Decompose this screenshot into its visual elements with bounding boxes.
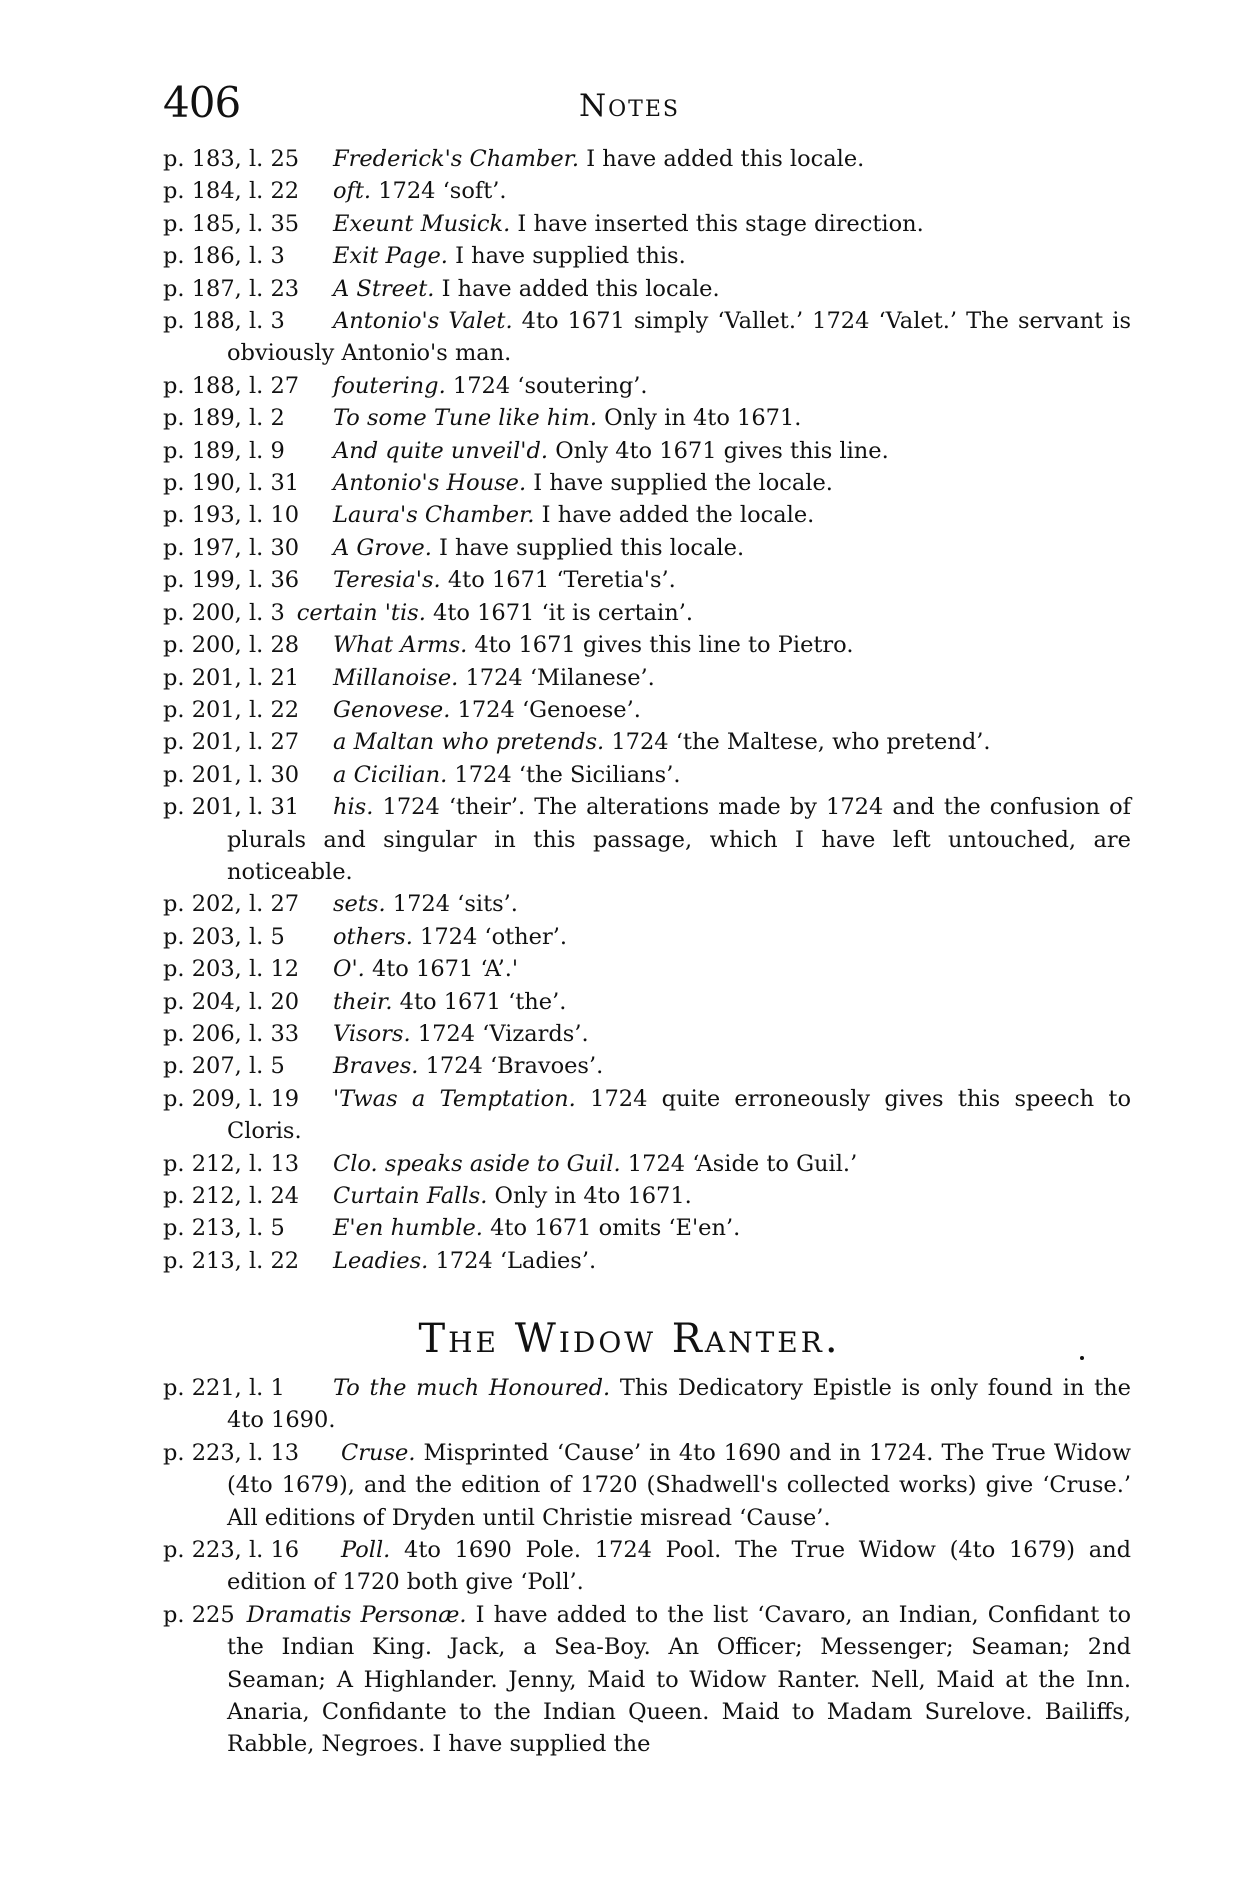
note-entry [163, 1212, 1131, 1244]
note-ref: p. 200, l. 3 [163, 599, 285, 626]
note-lemma: Antonio's House. [333, 470, 527, 497]
note-ref: p. 200, l. 28 [163, 632, 300, 659]
note-entry [163, 921, 1131, 953]
note-ref: p. 203, l. 12 [163, 956, 300, 983]
running-title: Notes [579, 88, 680, 124]
note-ref: p. 225 [163, 1601, 235, 1628]
note-entry [163, 953, 1131, 985]
note-ref: p. 184, l. 22 [163, 178, 300, 205]
note-ref: p. 201, l. 31 [163, 794, 300, 821]
note-text: I have added to the list ‘Cavaro, an Indian, Confidant to the Indian King. Jack, a Sea-Boy. An Officer; Messenger; Seaman; 2nd Seaman; A Highlander. Jenny, Maid to Widow Ranter. Nell, Maid at the Inn. Anaria, Confidante to the Indian Queen. Maid to Madam Surelove. Bailiffs, Rabble, Negroes. I have supplied the [227, 1601, 1131, 1758]
note-ref: p. 187, l. 23 [163, 275, 300, 302]
note-ref: p. 204, l. 20 [163, 988, 300, 1015]
note-entry [163, 305, 1131, 370]
note-ref: p. 190, l. 31 [163, 470, 300, 497]
note-lemma: Dramatis Personæ. [246, 1601, 467, 1628]
notes-list [163, 143, 1131, 1277]
note-lemma: Curtain Falls. [333, 1183, 488, 1209]
note-lemma: their. [333, 988, 393, 1015]
note-text: I have supplied the locale. [526, 470, 833, 497]
note-entry [163, 499, 1131, 531]
note-entry [163, 694, 1131, 726]
note-entry [163, 564, 1131, 596]
note-text: 4to 1671 simply ‘Vallet.’ 1724 ‘Valet.’ The servant is obviously Antonio's man. [227, 308, 1131, 367]
note-entry [163, 273, 1131, 305]
note-entry [163, 435, 1131, 467]
note-text: 1724 ‘Genoese’. [450, 696, 641, 723]
note-ref: p. 183, l. 25 [163, 146, 300, 172]
note-entry [163, 1083, 1131, 1148]
note-text: I have added the locale. [534, 502, 815, 529]
note-ref: p. 203, l. 5 [163, 923, 285, 950]
note-text: 4to 1671 ‘it is certain’. [425, 599, 694, 626]
note-lemma: Braves. [333, 1053, 419, 1080]
note-entry [163, 1245, 1131, 1277]
note-text: 4to 1690 Pole. 1724 Pool. The True Widow (4to 1679) and edition of 1720 both give ‘Poll’. [227, 1537, 1131, 1596]
note-ref: p. 223, l. 13 [163, 1439, 300, 1466]
page-number: 406 [163, 78, 241, 127]
note-lemma: To some Tune like him. [333, 405, 597, 432]
note-text: This Dedicatory Epistle is only found in the 4to 1690. [227, 1375, 1131, 1434]
note-lemma: Exeunt Musick. [333, 210, 511, 237]
note-entry [163, 1599, 1131, 1761]
note-ref: p. 212, l. 24 [163, 1183, 300, 1209]
note-text: Only in 4to 1671. [596, 405, 802, 432]
note-ref: p. 223, l. 16 [163, 1537, 300, 1564]
note-text: Only in 4to 1671. [487, 1183, 692, 1209]
note-ref: p. 206, l. 33 [163, 1020, 300, 1047]
note-entry [163, 791, 1131, 888]
note-ref: p. 188, l. 27 [163, 372, 300, 399]
note-entry [163, 175, 1131, 207]
note-entry [163, 629, 1131, 661]
note-entry [163, 402, 1131, 434]
note-entry [163, 467, 1131, 499]
note-text: 4to 1671 ‘Teretia's’. [440, 567, 676, 594]
note-text: 4to 1671 ‘A’.' [364, 956, 519, 983]
note-entry [163, 532, 1131, 564]
note-text: I have supplied this locale. [431, 534, 745, 561]
note-text: I have supplied this. [447, 243, 686, 270]
note-ref: p. 209, l. 19 [163, 1085, 300, 1112]
note-lemma: Exit Page. [333, 243, 448, 270]
note-lemma: Poll. [341, 1537, 391, 1564]
note-text: 1724 ‘Ladies’. [428, 1247, 597, 1274]
stray-mark [1080, 1356, 1084, 1360]
note-ref: p. 193, l. 10 [163, 502, 300, 529]
note-lemma: 'Twas a Temptation. [333, 1085, 576, 1112]
note-lemma: Visors. [333, 1020, 411, 1047]
note-entry [163, 726, 1131, 758]
note-entry [163, 1534, 1131, 1599]
note-lemma: others. [333, 923, 413, 950]
note-lemma: certain 'tis. [296, 599, 426, 626]
note-text: 1724 ‘the Sicilians’. [447, 761, 681, 788]
note-lemma: A Street. [333, 275, 435, 302]
note-entry [163, 662, 1131, 694]
note-ref: p. 185, l. 35 [163, 210, 300, 237]
note-entry [163, 986, 1131, 1018]
note-text: 1724 ‘the Maltese, who pretend’. [604, 729, 991, 756]
note-lemma: And quite unveil'd. [333, 437, 549, 464]
note-text: 1724 ‘their’. The alterations made by 1724 and the confusion of plurals and singular in this passage, which I have left untouched, are noticeable. [227, 794, 1131, 885]
note-text: 4to 1671 ‘the’. [392, 988, 567, 1015]
note-text: Only 4to 1671 gives this line. [548, 437, 889, 464]
note-text: 1724 ‘soft’. [371, 178, 507, 205]
note-ref: p. 201, l. 22 [163, 696, 300, 723]
note-entry [163, 1050, 1131, 1082]
note-entry [163, 1372, 1131, 1437]
note-ref: p. 212, l. 13 [163, 1150, 300, 1177]
note-lemma: E'en humble. [333, 1215, 483, 1242]
section-title: The Widow Ranter. [418, 1316, 841, 1362]
notes-list [163, 1372, 1131, 1761]
note-lemma: Genovese. [333, 696, 451, 723]
note-text: 1724 ‘Bravoes’. [418, 1053, 604, 1080]
note-ref: p. 202, l. 27 [163, 891, 300, 918]
note-lemma: O'. [333, 956, 365, 983]
note-text: 1724 quite erroneously gives this speech to Cloris. [227, 1085, 1132, 1145]
note-text: 1724 ‘sits’. [385, 891, 518, 918]
note-entry [163, 759, 1131, 791]
note-ref: p. 201, l. 21 [163, 664, 300, 691]
note-lemma: foutering. [333, 372, 446, 399]
note-ref: p. 213, l. 5 [163, 1215, 285, 1242]
note-lemma: Clo. speaks aside to Guil. [333, 1150, 621, 1177]
note-lemma: a Maltan who pretends. [333, 729, 605, 756]
note-lemma: Millanoise. [333, 664, 459, 691]
note-ref: p. 199, l. 36 [163, 567, 300, 594]
note-lemma: What Arms. [333, 632, 468, 659]
note-lemma: To the much Honoured. [333, 1375, 611, 1401]
note-ref: p. 201, l. 30 [163, 761, 300, 788]
note-ref: p. 197, l. 30 [163, 534, 300, 561]
note-text: 1724 ‘other’. [412, 923, 568, 950]
note-entry [163, 1018, 1131, 1050]
note-lemma: sets. [333, 891, 386, 918]
note-entry [163, 597, 1131, 629]
note-entry [163, 888, 1131, 920]
note-text: I have inserted this stage direction. [510, 210, 924, 237]
note-text: 1724 ‘Milanese’. [458, 664, 655, 691]
note-lemma: Laura's Chamber. [333, 502, 535, 529]
note-text: 4to 1671 gives this line to Pietro. [467, 632, 854, 659]
note-text: Misprinted ‘Cause’ in 4to 1690 and in 1724. The True Widow (4to 1679), and the edition of 1720 (Shadwell's collected works) give ‘Cruse.’ All editions of Dryden until Christie misread ‘Cause’. [227, 1439, 1131, 1531]
note-ref: p. 188, l. 3 [163, 308, 285, 335]
note-text: 4to 1671 omits ‘E'en’. [482, 1215, 741, 1242]
note-ref: p. 213, l. 22 [163, 1247, 300, 1274]
note-text: 1724 ‘soutering’. [445, 372, 648, 399]
note-lemma: Frederick's Chamber. [333, 146, 580, 172]
note-ref: p. 201, l. 27 [163, 729, 300, 756]
note-ref: p. 189, l. 2 [163, 405, 285, 432]
note-text: I have added this locale. [579, 146, 865, 172]
note-ref: p. 207, l. 5 [163, 1053, 285, 1080]
note-entry [163, 240, 1131, 272]
note-lemma: A Grove. [333, 534, 432, 561]
note-entry [163, 1148, 1131, 1180]
note-lemma: Leadies. [333, 1247, 429, 1274]
note-lemma: Teresia's. [333, 567, 441, 594]
note-entry [163, 1437, 1131, 1534]
note-entry [163, 370, 1131, 402]
note-lemma: Cruse. [341, 1439, 416, 1466]
note-entry [163, 208, 1131, 240]
note-ref: p. 189, l. 9 [163, 437, 285, 464]
note-text: 1724 ‘Vizards’. [410, 1020, 589, 1047]
note-entry [163, 1180, 1131, 1212]
note-ref: p. 186, l. 3 [163, 243, 285, 270]
note-lemma: oft. [333, 178, 372, 205]
note-lemma: Antonio's Valet. [333, 308, 513, 335]
note-lemma: his. [333, 794, 374, 821]
note-lemma: a Cicilian. [333, 761, 448, 788]
note-ref: p. 221, l. 1 [163, 1375, 285, 1401]
note-entry [163, 143, 1131, 175]
note-text: 1724 ‘Aside to Guil.’ [620, 1150, 858, 1177]
note-text: I have added this locale. [434, 275, 720, 302]
